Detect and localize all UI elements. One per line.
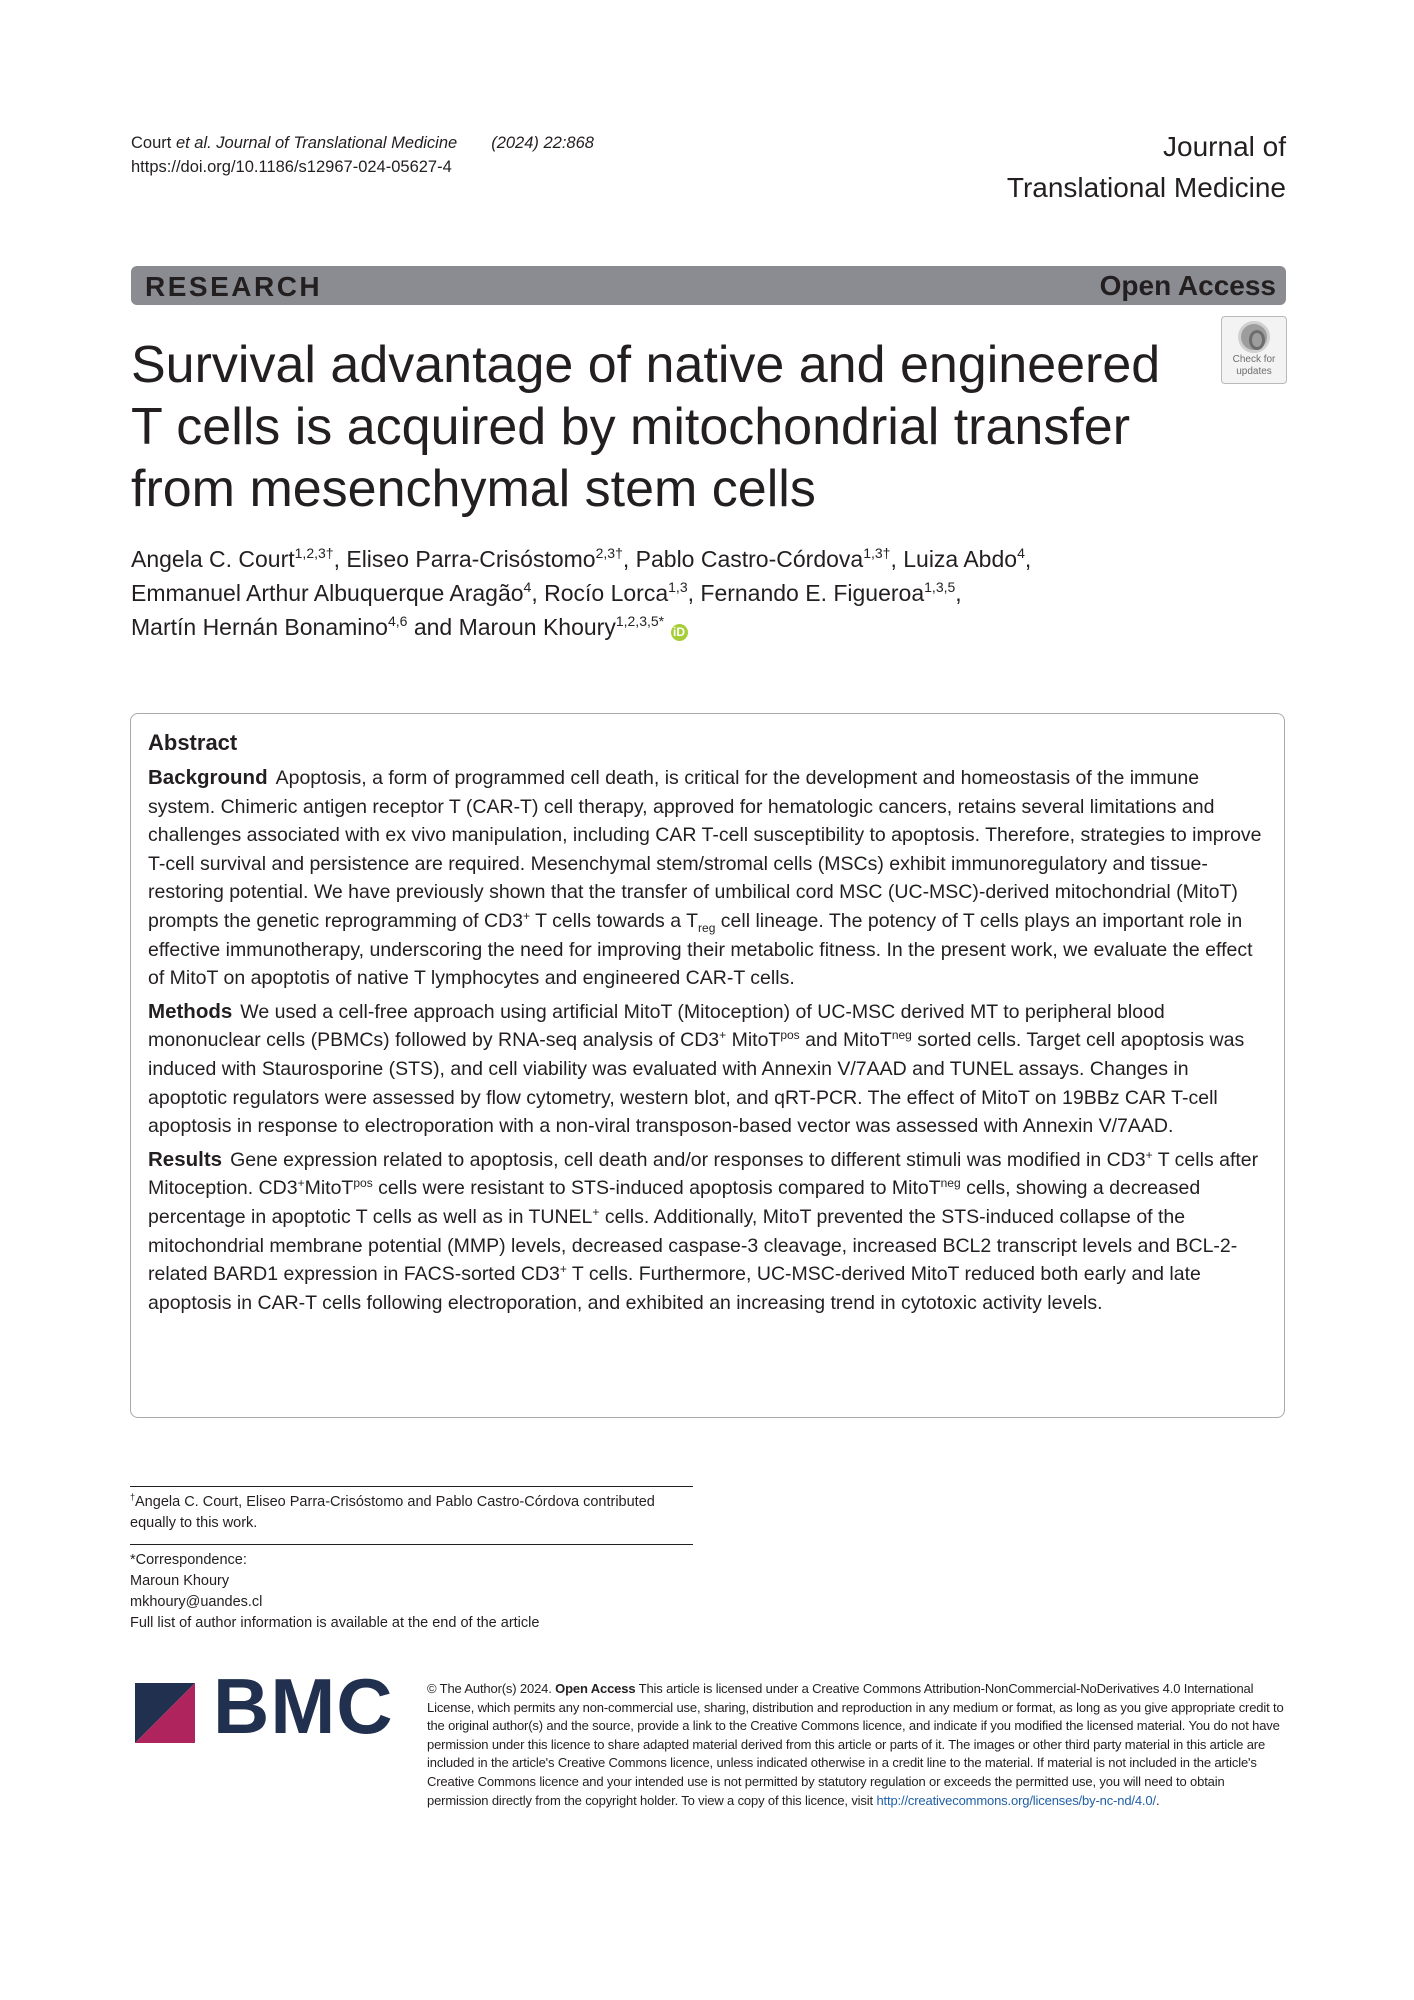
subscript: reg xyxy=(698,920,716,935)
equal-contribution-text: Angela C. Court, Eliseo Parra-Crisóstomo and Pablo Castro-Córdova contributed equally to this work. xyxy=(130,1494,655,1531)
author-separator: , xyxy=(955,580,962,606)
licence-end: . xyxy=(1155,1792,1160,1808)
check-updates-line1: Check for xyxy=(1232,354,1276,365)
title-line2: T cells is acquired by mitochondrial transfer xyxy=(131,398,1131,456)
correspondence-note xyxy=(130,1550,693,1634)
correspondence-label: *Correspondence: xyxy=(130,1552,247,1568)
title-line3: from mesenchymal stem cells xyxy=(131,460,816,518)
author-line2 xyxy=(131,576,1251,610)
author-separator: , xyxy=(622,546,636,572)
abstract-heading: Abstract xyxy=(148,730,238,755)
footnote-divider xyxy=(130,1486,693,1487)
results-text: cells. Additionally, MitoT prevented the STS-induced collapse of the mitochondrial membrane potential (MMP) levels, decreased caspase-3 cleavage, increased BCL2 transcript levels and BCL-2-related BARD1 expression in FACS-sorted CD3 xyxy=(148,1205,1238,1286)
results-label: Results xyxy=(148,1147,223,1171)
author-affiliation: 4 xyxy=(523,579,532,595)
author-info-note: Full list of author information is available at the end of the article xyxy=(130,1615,540,1631)
background-text: cell lineage. The potency of T cells plays an important role in effective immunotherapy, underscoring the need for improving their metabolic fitness. In the present work, we evaluate the effect of MitoT on apoptotis of native T lymphocytes and engineered CAR-T cells. xyxy=(148,909,1253,990)
results-text: cells, showing a decreased percentage in apoptotic T cells as well as in TUNEL xyxy=(148,1177,1201,1228)
orcid-icon[interactable]: iD xyxy=(671,624,688,641)
journal-name-line1: Journal of xyxy=(1163,131,1286,162)
author-separator: and xyxy=(407,614,459,640)
methods-text: sorted cells. Target cell apoptosis was induced with Staurosporine (STS), and cell viability was evaluated with Annexin V/7AAD and TUNEL assays. Changes in apoptotic regulators were assessed by flow cytometry, western blot, and qRT-PCR. The effect of MitoT on 19BBz CAR T-cell apoptosis in response to electroporation with a non-viral transposon-based vector was assessed with Annexin V/7AAD. xyxy=(148,1029,1245,1138)
author-list xyxy=(131,542,1251,644)
superscript: neg xyxy=(940,1176,961,1191)
background-label: Background xyxy=(148,766,268,789)
author-name[interactable]: Luiza Abdo xyxy=(903,546,1018,572)
superscript: + xyxy=(719,1028,727,1043)
citation-authors: Court xyxy=(131,134,176,152)
bmc-logo-icon xyxy=(135,1683,195,1743)
author-affiliation: 1,3 xyxy=(668,579,688,595)
author-affiliation: 1,3,5 xyxy=(924,579,956,595)
title-line1: Survival advantage of native and engineered xyxy=(131,336,1161,394)
citation-journal: et al. Journal of Translational Medicine xyxy=(175,134,458,152)
author-affiliation: 2,3† xyxy=(595,545,623,561)
author-separator: , xyxy=(890,546,904,572)
background-text: T cells towards a T xyxy=(530,909,699,932)
citation-volume: (2024) 22:868 xyxy=(491,134,594,152)
author-separator: , xyxy=(531,580,545,606)
methods-text: and MitoT xyxy=(799,1029,892,1052)
abstract-background xyxy=(148,764,1268,993)
author-name[interactable]: Martín Hernán Bonamino xyxy=(131,614,388,640)
superscript: pos xyxy=(780,1028,800,1043)
author-name[interactable]: Angela C. Court xyxy=(131,546,295,572)
author-name[interactable]: Rocío Lorca xyxy=(544,580,669,606)
check-for-updates-badge[interactable] xyxy=(1221,316,1287,384)
article-type: RESEARCH xyxy=(145,271,323,302)
author-name[interactable]: Pablo Castro-Córdova xyxy=(635,546,864,572)
abstract-methods xyxy=(148,998,1268,1141)
superscript: neg xyxy=(891,1028,912,1043)
superscript: + xyxy=(559,1262,567,1277)
author-name[interactable]: Eliseo Parra-Crisóstomo xyxy=(346,546,596,572)
abstract-results xyxy=(148,1146,1268,1318)
correspondence-name: Maroun Khoury xyxy=(130,1573,230,1589)
licence-statement xyxy=(427,1680,1287,1810)
licence-text: This article is licensed under a Creative Commons Attribution-NonCommercial-NoDerivatives 4.0 International License, which permits any non-commercial use, sharing, distribution and reproduction in any medium or format, as long as you give appropriate credit to the original author(s) and the source, provide a link to the Creative Commons licence, and indicate if you modified the licensed material. You do not have permission under this licence to share adapted material derived from this article or parts of it. The images or other third party material in this article are included in the article's Creative Commons licence, unless indicated otherwise in a credit line to the material. If material is not included in the article's Creative Commons licence and your intended use is not permitted by statutory regulation or exceeds the permitted use, you will need to obtain permission directly from the copyright holder. To view a copy of this licence, visit xyxy=(427,1681,1284,1808)
author-affiliation: 1,2,3† xyxy=(294,545,334,561)
superscript: + xyxy=(592,1204,600,1219)
results-text: T cells after Mitoception. CD3 xyxy=(148,1148,1259,1200)
methods-label: Methods xyxy=(148,999,233,1023)
author-separator: , xyxy=(333,546,347,572)
check-updates-line2: updates xyxy=(1236,366,1272,377)
journal-name-line2: Translational Medicine xyxy=(1006,172,1286,203)
footnote-divider xyxy=(130,1544,693,1545)
open-access-bold: Open Access xyxy=(555,1681,636,1696)
author-line3 xyxy=(131,610,1251,644)
methods-text: We used a cell-free approach using artificial MitoT (Mitoception) of UC-MSC derived MT to peripheral blood mononuclear cells (PBMCs) followed by RNA-seq analysis of CD3 xyxy=(148,1000,1165,1052)
author-separator: , xyxy=(1024,546,1032,572)
results-text: cells were resistant to STS-induced apoptosis compared to MitoT xyxy=(372,1177,941,1200)
correspondence-email[interactable]: mkhoury@uandes.cl xyxy=(130,1594,263,1610)
author-affiliation: 1,2,3,5* xyxy=(615,613,665,629)
author-affiliation: 1,3† xyxy=(863,545,891,561)
equal-contribution-note xyxy=(130,1492,693,1534)
results-text: MitoT xyxy=(304,1177,354,1200)
results-text: T cells. Furthermore, UC-MSC-derived MitoT reduced both early and late apoptosis in CAR-T cells following electroporation, and exhibited an increasing trend in cytotoxic activity levels. xyxy=(148,1263,1201,1314)
bmc-logo-text: BMC xyxy=(213,1662,394,1750)
licence-link[interactable]: http://creativecommons.org/licenses/by-nc-nd/4.0/ xyxy=(876,1792,1156,1808)
journal-name xyxy=(1007,126,1286,208)
author-separator: , xyxy=(687,580,701,606)
check-updates-icon xyxy=(1238,321,1270,353)
superscript: + xyxy=(1145,1147,1153,1162)
methods-text: MitoT xyxy=(726,1029,781,1052)
author-name[interactable]: Fernando E. Figueroa xyxy=(700,580,925,606)
author-name[interactable]: Maroun Khoury xyxy=(458,614,616,640)
superscript: + xyxy=(297,1176,305,1191)
doi-link[interactable]: https://doi.org/10.1186/s12967-024-05627-4 xyxy=(131,158,452,176)
author-line1 xyxy=(131,542,1251,576)
article-title xyxy=(131,334,1211,520)
author-name[interactable]: Emmanuel Arthur Albuquerque Aragão xyxy=(131,580,524,606)
author-affiliation: 4 xyxy=(1017,545,1025,561)
superscript: pos xyxy=(353,1176,373,1191)
citation-header xyxy=(131,131,594,179)
results-text: Gene expression related to apoptosis, cell death and/or responses to different stimuli was modified in CD3 xyxy=(230,1148,1146,1171)
superscript: + xyxy=(523,908,531,923)
open-access-label: Open Access xyxy=(1099,270,1276,301)
copyright-text: © The Author(s) 2024. xyxy=(427,1681,556,1696)
abstract-box xyxy=(130,713,1285,1418)
background-text: Apoptosis, a form of programmed cell death, is critical for the development and homeostasis of the immune system. Chimeric antigen receptor T (CAR-T) cell therapy, approved for hematologic cancers, retains several limitations and challenges associated with ex vivo manipulation, including CAR T-cell susceptibility to apoptosis. Therefore, strategies to improve T-cell survival and persistence are required. Mesenchymal stem/stromal cells (MSCs) exhibit immunoregulatory and tissue-restoring potential. We have previously shown that the transfer of umbilical cord MSC (UC-MSC)-derived mitochondrial (MitoT) prompts the genetic reprogramming of CD3 xyxy=(148,767,1262,932)
article-type-banner xyxy=(131,266,1286,305)
dagger-mark: † xyxy=(130,1492,136,1502)
author-affiliation: 4,6 xyxy=(387,613,408,629)
